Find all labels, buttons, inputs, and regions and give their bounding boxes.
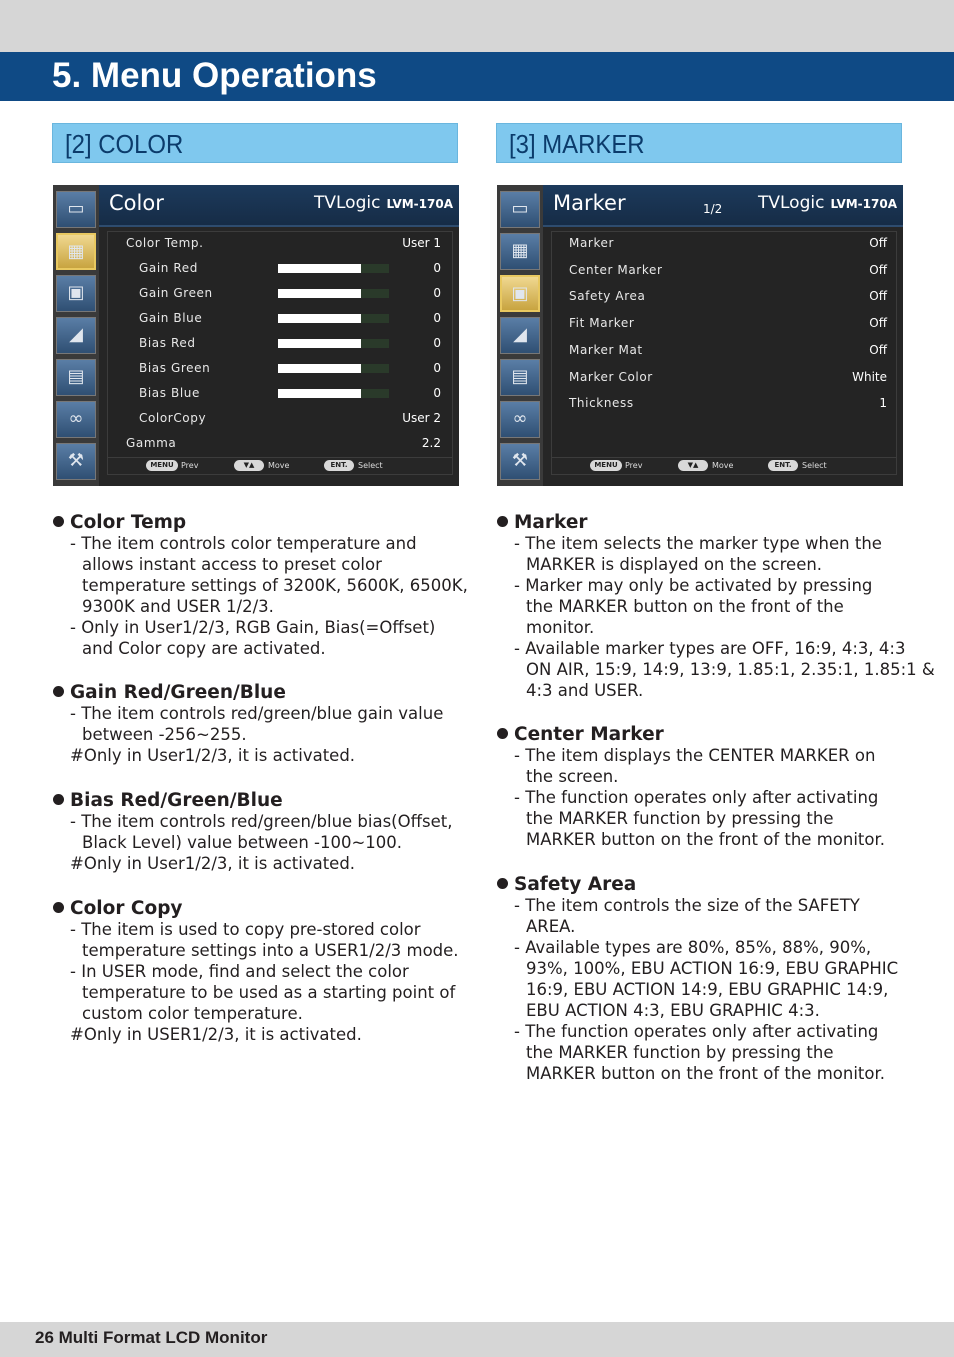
item-description-line: between -256~255. bbox=[82, 725, 247, 744]
wrench-icon: ⚒ bbox=[56, 443, 96, 480]
osd-row-label: Marker Mat bbox=[569, 342, 643, 357]
osd-title: Color bbox=[109, 191, 164, 215]
item-heading bbox=[53, 682, 286, 703]
item-heading bbox=[497, 512, 588, 533]
osd-level-bar bbox=[278, 289, 389, 298]
footer-label-select: Select bbox=[358, 461, 383, 470]
osd-row-label: Fit Marker bbox=[569, 316, 635, 331]
footer-label-move: Move bbox=[712, 461, 734, 470]
osd-row-value: Off bbox=[869, 289, 887, 304]
monitor-icon: ▭ bbox=[500, 191, 540, 228]
page-footer-text: 26 Multi Format LCD Monitor bbox=[35, 1328, 268, 1347]
item-description-line: custom color temperature. bbox=[82, 1004, 303, 1023]
osd-level-bar bbox=[278, 389, 389, 398]
osd-model: LVM-170A bbox=[830, 197, 897, 211]
item-description-line: - The function operates only after activating bbox=[514, 788, 879, 807]
osd-marker-screenshot bbox=[497, 185, 903, 486]
item-description-line: temperature to be used as a starting point of bbox=[82, 983, 456, 1002]
bullet-icon bbox=[497, 878, 508, 889]
item-description-line: and Color copy are activated. bbox=[82, 639, 326, 658]
enter-key-icon: ENT. bbox=[324, 460, 354, 471]
osd-level-bar bbox=[278, 339, 389, 348]
osd-row-value: Off bbox=[869, 342, 887, 357]
osd-brand bbox=[314, 193, 453, 213]
item-heading-text: Gain Red/Green/Blue bbox=[70, 682, 286, 703]
move-key-icon: ▼▲ bbox=[234, 460, 264, 471]
section-heading-marker-text: [3] MARKER bbox=[509, 129, 645, 159]
item-heading-text: Color Temp bbox=[70, 512, 187, 533]
osd-row-value: 0 bbox=[433, 336, 441, 350]
item-description-line: MARKER is displayed on the screen. bbox=[526, 555, 823, 574]
footer-label-move: Move bbox=[268, 461, 290, 470]
osd-row-value: White bbox=[852, 369, 887, 384]
item-description-line: - Marker may only be activated by pressing bbox=[514, 576, 873, 595]
item-description-line: the MARKER button on the front of the bbox=[526, 597, 844, 616]
osd-row-label: Thickness bbox=[569, 396, 634, 411]
osd-footer bbox=[551, 457, 897, 475]
osd-row-label: Gain Red bbox=[139, 261, 199, 275]
item-description-line: - Available marker types are OFF, 16:9, 4:3, 4:3 bbox=[514, 639, 906, 658]
color-palette-icon: ▦ bbox=[56, 233, 96, 270]
top-band bbox=[0, 0, 954, 52]
item-description-line: ON AIR, 15:9, 14:9, 13:9, 1.85:1, 2.35:1, 1.85:1 & bbox=[526, 660, 935, 679]
menu-key-icon: MENU bbox=[146, 460, 178, 471]
item-heading bbox=[53, 898, 183, 919]
marker-icon: ▣ bbox=[500, 275, 540, 312]
osd-row-value: 0 bbox=[433, 261, 441, 275]
item-heading bbox=[53, 512, 186, 533]
item-description-line: monitor. bbox=[526, 618, 595, 637]
osd-level-bar bbox=[278, 264, 389, 273]
osd-row-value: 0 bbox=[433, 361, 441, 375]
item-description-line: - The item controls color temperature and bbox=[70, 534, 417, 553]
item-description-line: 16:9, EBU ACTION 14:9, EBU GRAPHIC 14:9, bbox=[526, 980, 889, 999]
item-description-line: temperature settings of 3200K, 5600K, 6500K, bbox=[82, 576, 468, 595]
osd-row-value: Off bbox=[869, 236, 887, 250]
osd-brand-name: TVLogic bbox=[758, 193, 825, 213]
osd-row-label: Bias Blue bbox=[139, 386, 200, 400]
osd-row-label: Bias Green bbox=[139, 361, 211, 375]
item-description-line: - In USER mode, find and select the color bbox=[70, 962, 409, 981]
osd-row-value: Off bbox=[869, 262, 887, 277]
osd-title: Marker bbox=[553, 191, 626, 215]
item-heading-text: Color Copy bbox=[70, 898, 183, 919]
footer-label-prev: Prev bbox=[181, 461, 199, 470]
osd-row-label: Safety Area bbox=[569, 289, 646, 304]
item-description-line: #Only in User1/2/3, it is activated. bbox=[70, 746, 356, 765]
marker-icon: ▣ bbox=[56, 275, 96, 312]
osd-header bbox=[543, 185, 903, 227]
monitor-icon: ▭ bbox=[56, 191, 96, 228]
item-description-line: 9300K and USER 1/2/3. bbox=[82, 597, 274, 616]
bullet-icon bbox=[53, 686, 64, 697]
glasses-icon: ∞ bbox=[56, 401, 96, 438]
item-description-line: #Only in USER1/2/3, it is activated. bbox=[70, 1025, 362, 1044]
osd-header bbox=[99, 185, 459, 227]
item-description-line: MARKER button on the front of the monitor. bbox=[526, 1064, 885, 1083]
osd-page-indicator: 1/2 bbox=[703, 202, 723, 216]
item-description-line: - The item controls red/green/blue bias(Offset, bbox=[70, 812, 453, 831]
osd-row-label: Gain Blue bbox=[139, 311, 203, 325]
wrench-icon: ⚒ bbox=[500, 443, 540, 480]
bullet-icon bbox=[497, 728, 508, 739]
item-heading bbox=[497, 874, 636, 895]
item-description-line: #Only in User1/2/3, it is activated. bbox=[70, 854, 356, 873]
item-description-line: temperature settings into a USER1/2/3 mode. bbox=[82, 941, 459, 960]
osd-row-label: Center Marker bbox=[569, 262, 663, 277]
section-heading-color-text: [2] COLOR bbox=[65, 129, 184, 159]
osd-level-bar bbox=[278, 364, 389, 373]
osd-row-value: User 1 bbox=[402, 236, 441, 250]
osd-model: LVM-170A bbox=[386, 197, 453, 211]
osd-level-bar bbox=[278, 314, 389, 323]
item-heading-text: Safety Area bbox=[514, 874, 637, 895]
osd-row-value: 1 bbox=[879, 396, 887, 411]
item-description-line: Black Level) value between -100~100. bbox=[82, 833, 403, 852]
item-description-line: - Only in User1/2/3, RGB Gain, Bias(=Offset) bbox=[70, 618, 436, 637]
osd-color-screenshot bbox=[53, 185, 459, 486]
item-heading-text: Bias Red/Green/Blue bbox=[70, 790, 283, 811]
section-heading-marker bbox=[496, 123, 902, 163]
osd-row-label: Gain Green bbox=[139, 286, 213, 300]
image-icon: ▤ bbox=[56, 359, 96, 396]
item-heading-text: Marker bbox=[514, 512, 588, 533]
osd-footer bbox=[107, 457, 453, 475]
item-description-line: allows instant access to preset color bbox=[82, 555, 382, 574]
osd-icon-column bbox=[53, 185, 99, 486]
footer-label-select: Select bbox=[802, 461, 827, 470]
osd-row-label: Color Temp. bbox=[126, 236, 204, 250]
bullet-icon bbox=[53, 902, 64, 913]
item-description-line: the screen. bbox=[526, 767, 619, 786]
item-description-line: 4:3 and USER. bbox=[526, 681, 644, 700]
bullet-icon bbox=[497, 516, 508, 527]
item-description-line: MARKER button on the front of the monitor. bbox=[526, 830, 885, 849]
osd-brand bbox=[758, 193, 897, 213]
item-description-line: - The item controls the size of the SAFETY bbox=[514, 896, 860, 915]
osd-row-value: User 2 bbox=[402, 411, 441, 425]
osd-row-label: Bias Red bbox=[139, 336, 196, 350]
osd-brand-name: TVLogic bbox=[314, 193, 381, 213]
page-footer bbox=[0, 1322, 954, 1357]
enter-key-icon: ENT. bbox=[768, 460, 798, 471]
glasses-icon: ∞ bbox=[500, 401, 540, 438]
item-description-line: AREA. bbox=[526, 917, 576, 936]
bullet-icon bbox=[53, 516, 64, 527]
audio-icon: ◢ bbox=[500, 317, 540, 354]
bullet-icon bbox=[53, 794, 64, 805]
audio-icon: ◢ bbox=[56, 317, 96, 354]
osd-row-label: Marker Color bbox=[569, 369, 653, 384]
move-key-icon: ▼▲ bbox=[678, 460, 708, 471]
osd-row-value: 0 bbox=[433, 286, 441, 300]
item-description-line: the MARKER function by pressing the bbox=[526, 809, 834, 828]
item-heading bbox=[497, 724, 664, 745]
osd-row-value: 0 bbox=[433, 386, 441, 400]
osd-row-label: ColorCopy bbox=[139, 411, 207, 425]
item-description-line: - The item displays the CENTER MARKER on bbox=[514, 746, 876, 765]
item-description-line: - The item controls red/green/blue gain value bbox=[70, 704, 444, 723]
item-description-line: - Available types are 80%, 85%, 88%, 90%, bbox=[514, 938, 872, 957]
osd-row-label: Marker bbox=[569, 236, 615, 250]
osd-icon-column bbox=[497, 185, 543, 486]
osd-row-label: Gamma bbox=[126, 436, 177, 450]
item-description-line: EBU ACTION 4:3, EBU GRAPHIC 4:3. bbox=[526, 1001, 820, 1020]
page-title: 5. Menu Operations bbox=[52, 56, 377, 95]
image-icon: ▤ bbox=[500, 359, 540, 396]
item-description-line: - The function operates only after activating bbox=[514, 1022, 879, 1041]
osd-row-value: 2.2 bbox=[421, 436, 441, 450]
item-description-line: - The item selects the marker type when the bbox=[514, 534, 882, 553]
item-description-line: the MARKER function by pressing the bbox=[526, 1043, 834, 1062]
footer-label-prev: Prev bbox=[625, 461, 643, 470]
osd-row-value: 0 bbox=[433, 311, 441, 325]
item-description-line: - The item is used to copy pre-stored color bbox=[70, 920, 421, 939]
item-heading-text: Center Marker bbox=[514, 724, 664, 745]
menu-key-icon: MENU bbox=[590, 460, 622, 471]
item-heading bbox=[53, 790, 283, 811]
section-heading-color bbox=[52, 123, 458, 163]
osd-row-value: Off bbox=[869, 316, 887, 331]
item-description-line: 93%, 100%, EBU ACTION 16:9, EBU GRAPHIC bbox=[526, 959, 899, 978]
color-palette-icon: ▦ bbox=[500, 233, 540, 270]
